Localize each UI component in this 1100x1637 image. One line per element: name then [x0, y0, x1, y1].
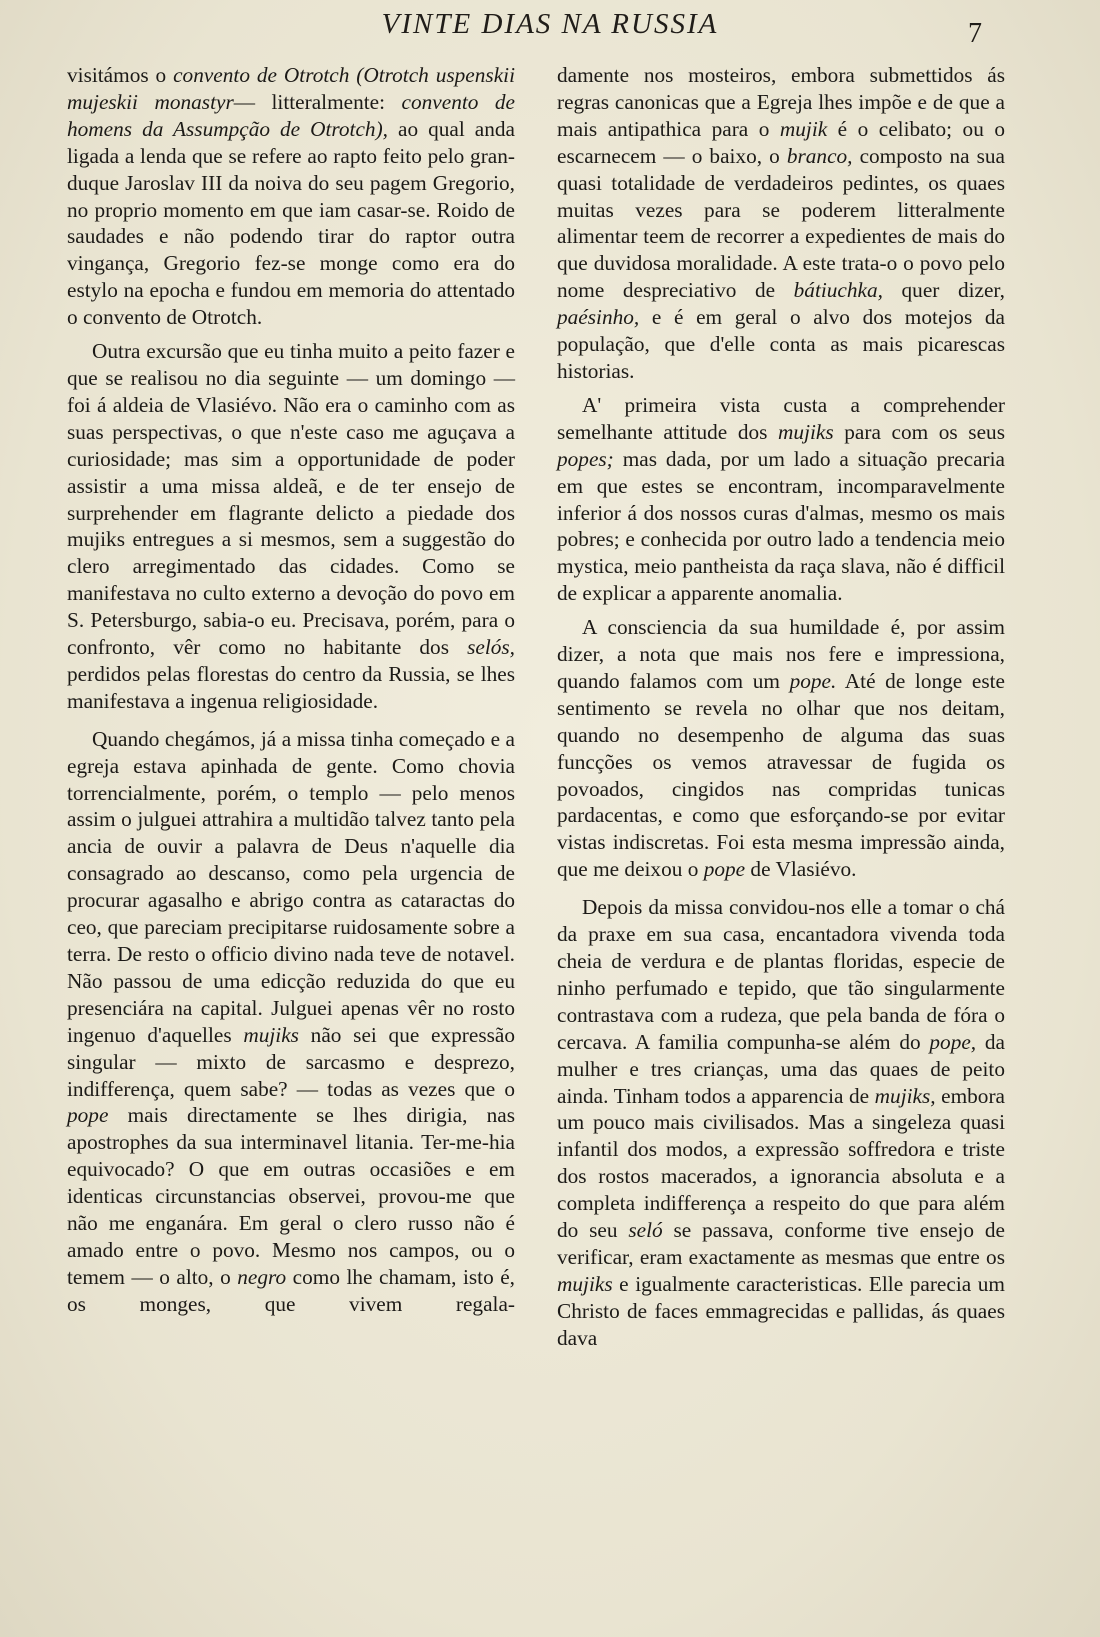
paragraph: A' primeira vista custa a comprehender semelhante attitude dos mujiks para com os seus popes; mas dada, por um lado a situação precaria em que estes se encontram, incomparavelmente inferior á dos nossos curas d'almas, mesmo os mais pobres; e conhecida por outro lado a tendencia meio mystica, meio pantheista da raça slava, não é difficil de explicar a apparente anomalia.	[557, 392, 1005, 606]
paragraph: visitámos o convento de Otrotch (Otrotch uspenskii mujeskii monastyr— litteralmente: convento de homens da Assumpção de Otrotch), ao qual anda ligada a lenda que se refere ao rapto feito pelo gran-duque Jaroslav III da noiva do seu pagem Gregorio, no proprio momento em que iam casar-se. Roido de saudades e não podendo tirar do raptor outra vingança, Gregorio fez-se monge como era do estylo na epocha e fundou em memoria do attentado o convento de Otrotch.	[67, 63, 516, 330]
right-column	[557, 62, 1005, 1352]
paragraph: damente nos mosteiros, embora submettidos ás regras canonicas que a Egreja lhes impõe e de que a mais antipathica para o mujik é o celibato; ou o escarnecem — o baixo, o branco, composto na sua quasi totalidade de verdadeiros pedintes, os quaes muitas vezes para se poderem litteralmente alimentar teem de recorrer a expedientes de mais do que duvidosa moralidade. A este trata-o o povo pelo nome despreciativo de bátiuchka, quer dizer, paésinho, e é em geral o alvo dos motejos da população, que d'elle conta as mais picarescas historias.	[557, 63, 1005, 383]
page-number: 7	[968, 18, 982, 49]
paragraph: Depois da missa convidou-nos elle a tomar o chá da praxe em sua casa, encantadora vivenda toda cheia de verdura e de plantas floridas, especie de ninho perfumado e tepido, que tão singularmente contrastava com a rudeza, que pela banda de fóra o cercava. A familia compunha-se além do pope, da mulher e tres crianças, uma das quaes de peito ainda. Tinham todos a apparencia de mujiks, embora um pouco mais civilisados. Mas a singeleza quasi infantil dos modos, a expressão soffredora e triste dos rostos macerados, a ignorancia absoluta e a completa indifferença a respeito do que para além do seu seló se passava, conforme tive ensejo de verificar, eram exactamente as mesmas que entre os mujiks e igualmente caracteristicas. Elle parecia um Christo de faces emmagrecidas e pallidas, ás quaes dava	[557, 895, 1006, 1350]
left-column	[67, 62, 515, 1318]
running-title: VINTE DIAS NA RUSSIA	[381, 8, 719, 40]
paragraph: A consciencia da sua humildade é, por assim dizer, a nota que mais nos fere e impressiona, quando falamos com um pope. Até de longe este sentimento se revela no olhar que nos deitam, quando no desempenho de alguma das suas funcções os vemos atravessar de fugida os povoados, cingidos nas compridas tunicas pardacentas, e como que esforçando-se por evitar vistas indiscretas. Foi esta mesma impressão ainda, que me deixou o pope de Vlasiévo.	[557, 615, 1005, 882]
paragraph: Quando chegámos, já a missa tinha começado e a egreja estava apinhada de gente. Como chovia torrencialmente, porém, o templo — pelo menos assim o julguei attrahira a multidão talvez tanto pela ancia de ouvir a palavra de Deus n'aquelle dia consagrado ao descanso, como pela urgencia de procurar agasalho e abrigo contra as cataractas do ceo, que pareciam precipitarse ruidosamente sobre a terra. De resto o officio divino nada teve de notavel. Não passou de uma edicção reduzida do que eu presenciára na capital. Julguei apenas vêr no rosto ingenuo d'aquelles mujiks não sei que expressão singular — mixto de sarcasmo e desprezo, indifferença, quem sabe? — todas as vezes que o pope mais directamente se lhes dirigia, nas apostrophes da sua interminavel litania. Ter-me-hia equivocado? O que em outras occasiões e em identicas circunstancias observei, provou-me que não me enganára. Em geral o clero russo não é amado entre o povo. Mesmo nos campos, ou o temem — o alto, o negro como lhe chamam, isto é, os monges, que vivem regala-	[67, 726, 515, 1316]
paragraph: Outra excursão que eu tinha muito a peito fazer e que se realisou no dia seguinte — um domingo — foi á aldeia de Vlasiévo. Não era o caminho com as suas perspectivas, o que n'este caso me aguçava a curiosidade; mas sim a opportunidade de poder assistir a uma missa aldeã, e de ter ensejo de surprehender em flagrante delicto a piedade dos mujiks entregues a si mesmos, sem a suggestão do clero arregimentado das cidades. Como se manifestava no culto externo a devoção do povo em S. Petersburgo, sabia-o eu. Precisava, porém, para o confronto, vêr como no habitante dos selós, perdidos pelas florestas do centro da Russia, se lhes manifestava a ingenua religiosidade.	[67, 339, 515, 713]
